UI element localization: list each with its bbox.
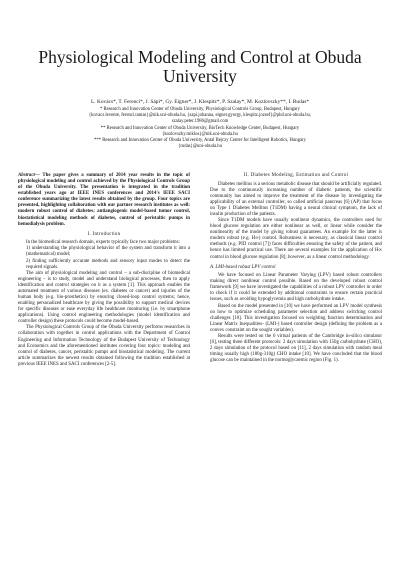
section-heading-diabetes: II. Diabetes Modeling, Estimation and Control bbox=[243, 173, 349, 178]
paragraph: Since T1DM models have usually nonlinear dynamics, the controllers used for blood glucose regulation are either nonlinear as well, or linear while consider the nonlinearity of the model by giving robust guarantees. An example for the latter is modern robust (e.g. H∞) control. Robustness is necessary, as classical linear control methods (e.g. PID control [7]) faces difficulties ensuring the safety of the patient, and hence has limited practical use. There are several examples for the application of H∞ control in blood glucose regulation [8]; however, as a linear control methodology. bbox=[210, 218, 382, 260]
left-column bbox=[18, 173, 190, 368]
paragraph: The aim of physiological modeling and control – a sub-discipline of biomedical engineering – is to study, model and understand biological processes, then to apply identification and control strategies on it as a system [1]. This approach enables the automated treatment of various diseases (ex. diabetes or cancer) and injuries of the human body (e.g. bio-prosthetics) by ensuring closed-loop control systems; hence, enabling personalized healthcare by giving the possibility to support medical devices for specific diseases or ease everyday life healthcare monitoring (i.e. by smartphone applications). Using control engineering methodologies (model identification and controller design) these protocols could become model-based. bbox=[18, 270, 190, 325]
paragraph: In the biomedical research domain, experts typically face two major problems: bbox=[26, 240, 180, 246]
affiliation-line: {kovacs.levente, ferenci.tamas}@nik.uni-obuda.hu, {sapi.johanna, eigner.gyorgy, klespitz.jozsef}@phd.uni-obuda.hu, bbox=[88, 113, 312, 119]
paragraph: The Physiological Controls Group of the Óbuda University performs researches in collaboration with together in control applications with the Department of Control Engineering and Information Technology of the Budapest University of Technology and Economics and the aforementioned institutes covering four topics: modeling and control of diabetes, cancer, peristaltic pumps and biostatistical modeling. The current article summarizes the newest results obtained following the tradition established at previous IEEE INES and SACI conferences [2-5]. bbox=[18, 325, 190, 367]
subsection-heading: A. LMI-based robust LPV control bbox=[210, 264, 276, 270]
paragraph: Based on the model presented in [10] we have performed an LPV model synthesis on how to optimize scheduling parameter selection and address switching control challenges [10]. This investigation focused on weighting function determination and Linear Matrix Inequalities- (LMI-) based controller design (defining the problem as a convex constraint on the sought variables). bbox=[210, 303, 382, 333]
abstract-label: Abstract— bbox=[18, 173, 40, 178]
affiliation-line: ** Research and Innovation Center of Obuda University, BioTech Knowledge Center, Budapest, Hungary bbox=[100, 125, 300, 131]
affiliations bbox=[20, 107, 380, 150]
abstract-text: The paper gives a summary of 2014 year results in the topic of physiological modeling and control achieved by the Physiological Controls Group of the Obuda University. The presentation is integrated in the tradition established years ago at IEEE INES conferences and 2014's IEEE SACI conference summarizing the latest results obtained by the group. Four topics are presented, highlighting collaboration with our partner research institutes as well: modern robust control of diabetes; antiangiogenic model-based tumor control, biostatistical modeling methods of diabetes, control of peristaltic pumps in hemodialysis problem. bbox=[18, 173, 190, 227]
list-item: 1) understanding the physiological behavior of the system and transform it into a (mathematical) model; bbox=[26, 246, 190, 258]
right-column bbox=[210, 173, 382, 364]
author-list: L. Kovács*, T. Ferenci*, J. Sápi*, Gy. Eigner*, J. Klespitz*, P. Szalay*, M. Kozlovszky**, I. Rudas* bbox=[90, 99, 310, 105]
paper-title: Physiological Modeling and Control at Obuda University bbox=[38, 47, 362, 86]
affiliation-line: szalay.peter.1986@gmail.com bbox=[171, 119, 229, 125]
paragraph: We have focused on Linear Parameter Varying (LPV) based robust controllers making direct nonlinear control possible. Based on the developed robust control framework [9] we have investigated the capabilities of a robust LPV controller in order to check if it could be extended by additional constraints to ensure certain practical issues, such as avoiding hypoglycemia and high carbohydrate intake. bbox=[210, 273, 382, 303]
list-item: 2) finding sufficiently accurate methods and sensory input modes to detect the required signals. bbox=[26, 258, 190, 270]
affiliation-line: {kozlovszky.miklos}@nik.uni-obuda.hu bbox=[162, 131, 238, 137]
affiliation-line: *** Research and Innovation Center of Obuda University, Antal Bejczy Center for Intelligent Robotics, Hungary bbox=[94, 138, 306, 144]
section-heading-introduction: I. Introduction bbox=[87, 231, 121, 237]
affiliation-line: * Research and Innovation Center of Obuda University, Physiological Controls Group, Budapest, Hungary bbox=[99, 107, 301, 112]
affiliation-line: {rudas}@uni-obuda.hu bbox=[178, 144, 222, 150]
paragraph: Diabetes mellitus is a serious metabolic disease that should be artificially regulated. Due to the continuously increasing number of diabetic patients, the scientific community has aimed to improve the treatment of the disease by investigating the applicability of an external controller, so called artificial pancreas [6] (AP) that focus on Type 1 Diabetes Mellitus (T1DM) having a neural clinical symptom, the lack of insulin production of the patients. bbox=[210, 181, 382, 217]
abstract bbox=[18, 173, 190, 228]
paragraph: Results were tested on the 6 virtual patients of the Cambridge in-silico simulator [6], testing three different protocols: 2 days simulation with 150g carbohydrate (CHO), 2 days simulation of the protocol based on [11], 2 days simulation with random meal timing usually high (180g-310g) CHO intake [10]. We have concluded that the blood glucose can be maintained in the normoglycaemic region (Fig. 1). bbox=[210, 333, 382, 364]
